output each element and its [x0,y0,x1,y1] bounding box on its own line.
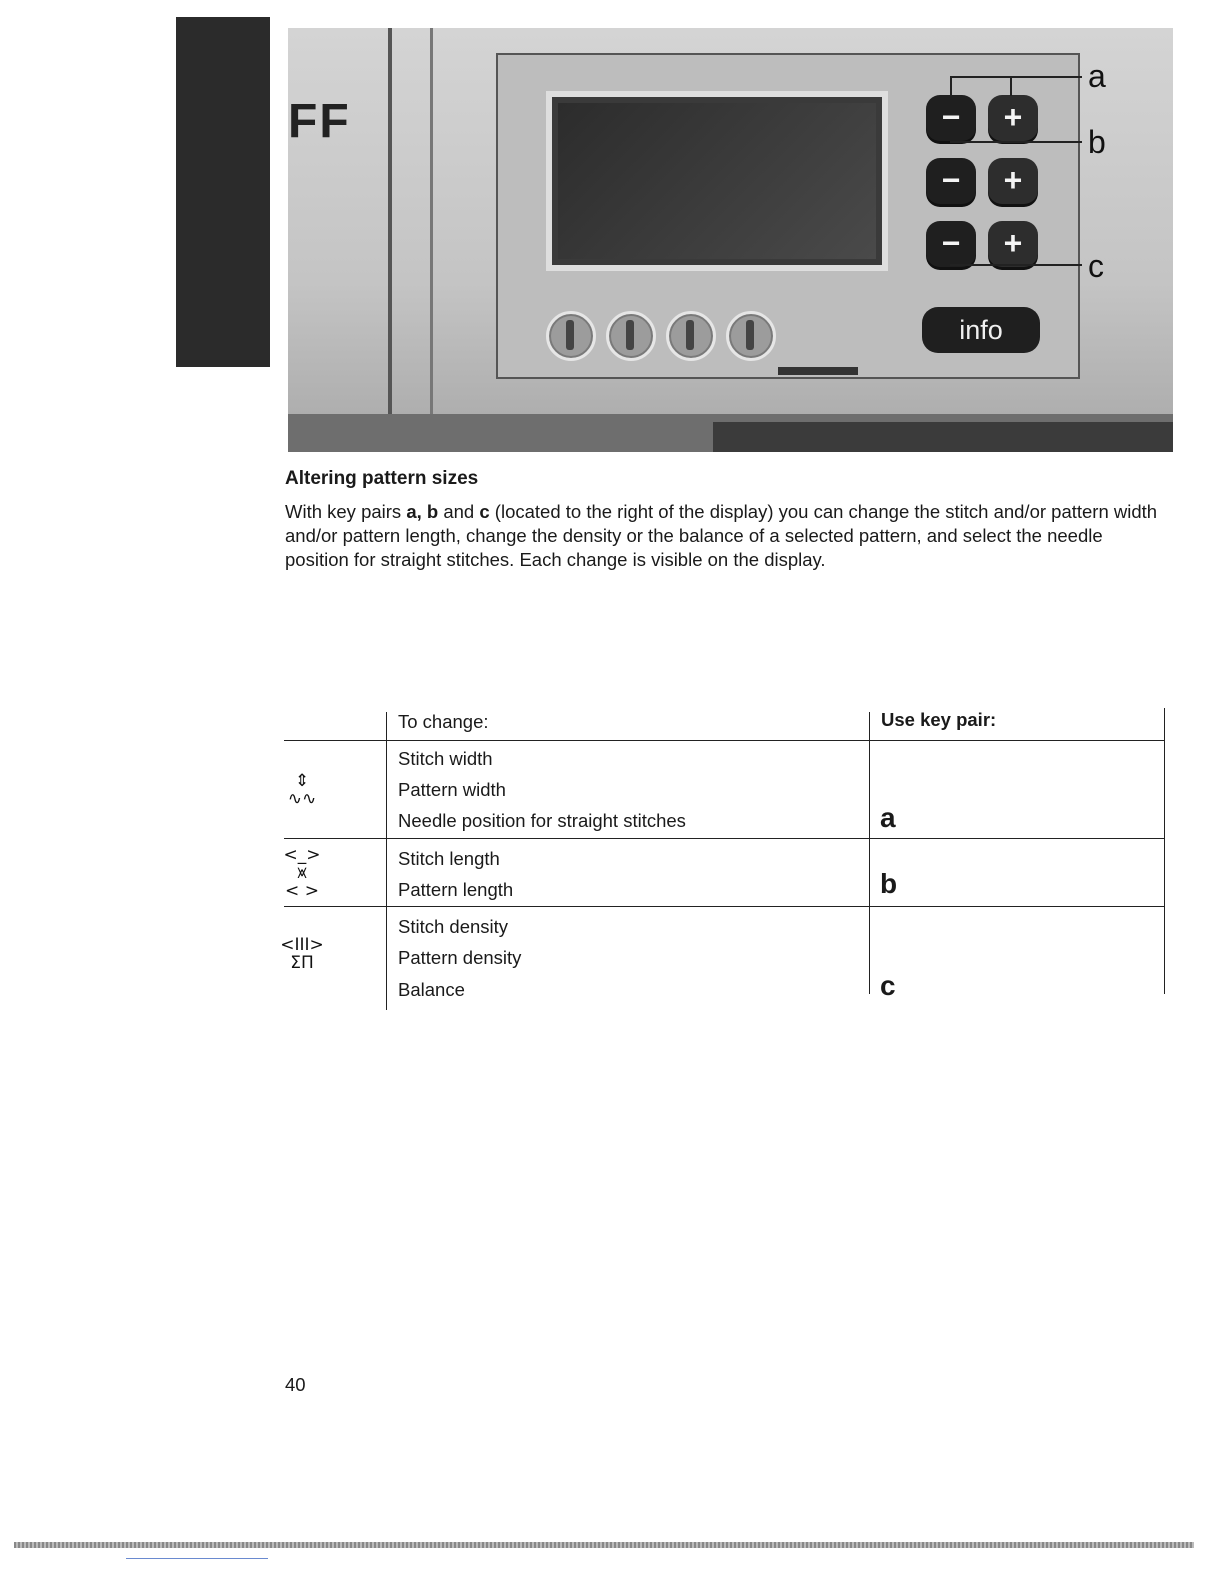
photo-edge [430,28,433,428]
function-button-4 [726,311,776,361]
para-key-c: c [479,501,490,522]
symbol-line: < > [285,881,319,901]
para-text: With key pairs [285,501,407,522]
table-item: Pattern width [398,779,506,800]
brand-fragment: FF [288,95,351,148]
table-item: Stitch length [398,848,500,869]
control-panel-photo [288,28,1173,452]
table-item: Stitch density [398,916,509,937]
header-to-change: To change: [398,711,489,732]
callout-b: b [1088,124,1106,160]
table-item: Balance [398,979,465,1000]
symbol-line: <_> [283,845,321,865]
section-paragraph [285,500,1165,572]
symbol-line: <III> [280,935,324,955]
function-button-2 [606,311,656,361]
stitch-length-symbol-icon [280,846,324,900]
plus-key-a: + [988,95,1038,141]
table-rule [284,740,1165,741]
para-text: (located to the right of the display) you can change the stitch and/or pattern width and/or pattern length, change the density or the balance of a selected pattern, and select the needle position for straight stitches. Each change is visible on the display. [285,501,1158,570]
table-rule [284,838,1165,839]
photo-bottom-dark [713,422,1173,452]
table-divider [386,712,387,1010]
page-number: 40 [285,1374,306,1395]
minus-key-b: − [926,158,976,204]
callout-line-a [950,76,1082,78]
button-glyph [566,320,574,350]
callout-line-c [950,264,1082,266]
para-key-b: b [426,501,439,522]
lcd-screen [558,103,876,259]
table-item: Stitch width [398,748,493,769]
table-divider [1164,708,1165,994]
plus-key-c: + [988,221,1038,267]
stitch-width-symbol-icon [280,772,324,808]
button-glyph [746,320,754,350]
side-tab-marker [176,17,270,367]
key-letter-c: c [880,970,896,1001]
table-item: Pattern density [398,947,522,968]
symbol-line: ⩙ [297,863,307,883]
function-button-1 [546,311,596,361]
footer-line [126,1558,268,1559]
table-rule [284,906,1165,907]
callout-a: a [1088,58,1106,94]
header-use-key-pair: Use key pair: [881,709,997,730]
table-item: Needle position for straight stitches [398,810,686,831]
key-letter-a: a [880,802,896,833]
photo-edge [388,28,392,428]
button-glyph [686,320,694,350]
callout-line-a [950,76,952,96]
para-key-a: a, [406,501,422,522]
function-button-3 [666,311,716,361]
para-text: and [438,501,480,522]
callout-line-a [1010,76,1012,96]
info-key: info [922,307,1040,353]
button-glyph [626,320,634,350]
minus-key-c: − [926,221,976,267]
lcd-display [546,91,888,271]
symbol-line: ⇕ [294,771,310,791]
callout-c: c [1088,248,1104,284]
plus-key-b: + [988,158,1038,204]
callout-line-b [950,141,1082,143]
minus-key-a: − [926,95,976,141]
density-symbol-icon [280,936,324,972]
panel-slot [778,367,858,375]
table-item: Pattern length [398,879,514,900]
section-heading: Altering pattern sizes [285,468,479,489]
display-panel [496,53,1080,379]
key-letter-b: b [880,868,898,899]
scan-footer-strip [14,1542,1194,1548]
symbol-line: ΣΠ [290,953,314,973]
symbol-line: ∿∿ [287,789,317,809]
table-divider [869,712,870,994]
